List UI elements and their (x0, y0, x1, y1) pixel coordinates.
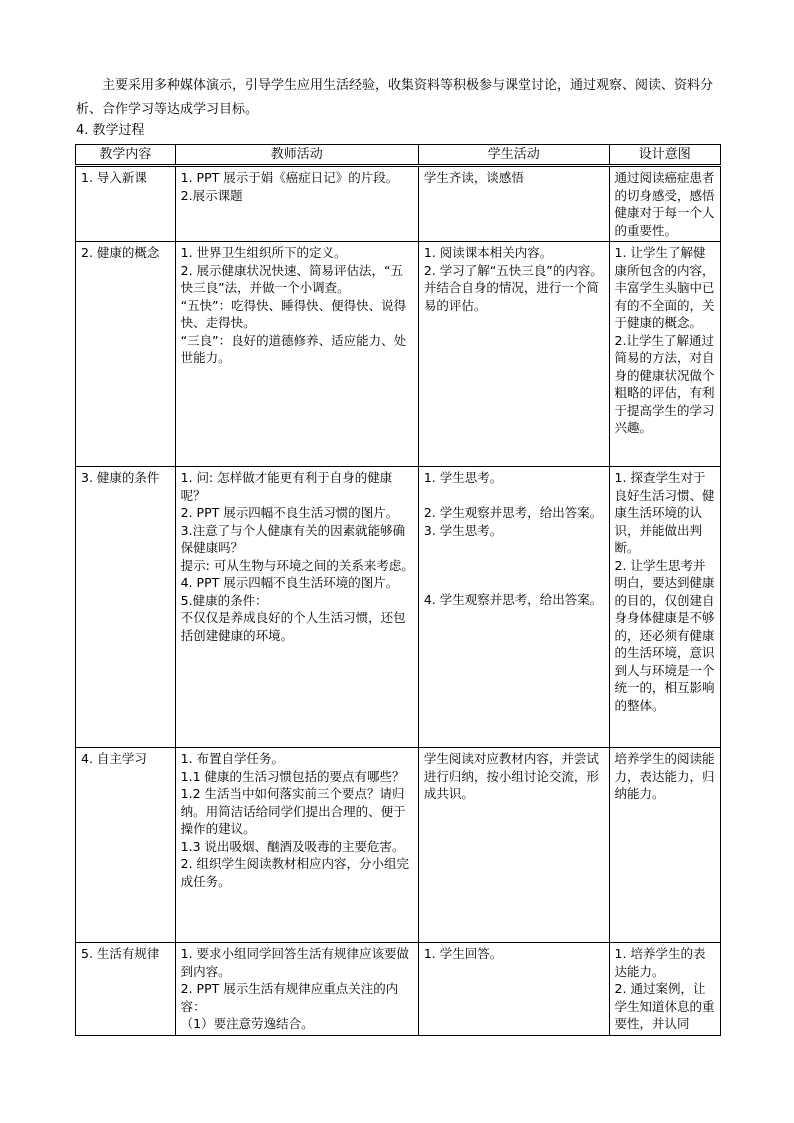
teacher-cell (175, 467, 418, 748)
teacher-cell (175, 748, 418, 943)
purpose-line: 1. 让学生了解健康所包含的内容，丰富学生头脑中已有的不全面的，关于健康的概念。 (614, 245, 715, 330)
header-teacher: 教师活动 (175, 145, 418, 166)
content-cell: 4. 自主学习 (76, 748, 176, 943)
student-cell (418, 242, 609, 467)
student-line: 3. 学生思考。 (423, 522, 503, 538)
purpose-cell (609, 467, 720, 748)
spacer (424, 539, 605, 591)
student-line: 4. 学生观察并思考，给出答案。 (423, 592, 603, 607)
teacher-line: 1. 世界卫生组织所下的定义。 (180, 245, 347, 260)
teacher-cell (175, 166, 418, 242)
purpose-line: 1. 探查学生对于良好生活习惯、健康生活环境的认识，并能做出判断。 (614, 470, 715, 555)
teacher-line: 3.注意了与个人健康有关的因素就能够确保健康吗？ (180, 522, 406, 555)
teacher-line: 2. 展示健康状况快速、简易评估法，“五快三良”法，并做一个小调查。 (180, 262, 404, 295)
purpose-cell (609, 242, 720, 467)
header-purpose: 设计意图 (609, 145, 720, 166)
table-row (76, 467, 721, 748)
teacher-line: 2. PPT 展示生活有规律应重点关注的内容： (180, 981, 399, 1014)
student-cell (418, 748, 609, 943)
teacher-line: 1.2 生活当中如何落实前三个要点？请归纳。用简洁话给同学们提出合理的、便于操作的建议。 (180, 786, 406, 836)
header-student: 学生活动 (418, 145, 609, 166)
teacher-line: 2. PPT 展示四幅不良生活习惯的图片。 (180, 505, 399, 520)
spacer (424, 487, 605, 505)
student-line: 学生齐读，谈感悟 (423, 170, 524, 185)
purpose-line: 通过阅读癌症患者的切身感受，感悟健康对于每一个人的重要性。 (614, 170, 715, 238)
teacher-line: “五快”：吃得快、睡得快、便得快、说得快、走得快。 (180, 297, 407, 330)
student-line: 1. 学生思考。 (423, 470, 503, 485)
student-line: 2. 学习了解“五快三良”的内容。并结合自身的情况，进行一个简易的评估。 (423, 262, 603, 313)
teacher-line: 1. PPT 展示于娟《癌症日记》的片段。 (180, 170, 399, 185)
table-row (76, 943, 721, 1036)
teacher-line: “三良”：良好的道德修养、适应能力、处世能力。 (180, 332, 407, 365)
purpose-line: 2. 让学生思考并明白，要达到健康的目的，仅创建自身身体健康是不够的，还必须有健康的生活环境，意识到人与环境是一个统一的，相互影响的整体。 (614, 557, 715, 713)
teacher-line: 5.健康的条件： (180, 592, 268, 608)
student-line: 学生阅读对应教材内容，并尝试进行归纳，按小组讨论交流，形成共识。 (423, 751, 599, 801)
purpose-cell (609, 166, 720, 242)
header-content: 教学内容 (76, 145, 176, 166)
content-cell: 5. 生活有规律 (76, 943, 176, 1036)
teacher-line: 2. 组织学生阅读教材相应内容，分小组完成任务。 (180, 856, 410, 889)
teacher-line: 1. 问: 怎样做才能更有利于自身的健康呢？ (180, 470, 393, 503)
purpose-line: 2. 通过案例，让学生知道休息的重要性，并认同 (614, 981, 715, 1031)
content-cell: 3. 健康的条件 (76, 467, 176, 748)
student-cell (418, 943, 609, 1036)
student-cell (418, 166, 609, 242)
teacher-line: 1.3 说出吸烟、酗酒及吸毒的主要危害。 (180, 838, 405, 854)
student-line: 1. 学生回答。 (423, 946, 503, 961)
teacher-line: 4. PPT 展示四幅不良生活环境的图片。 (180, 575, 399, 590)
student-cell (418, 467, 609, 748)
student-line: 1. 阅读课本相关内容。 (423, 245, 553, 260)
teacher-line: 不仅仅是养成良好的个人生活习惯，还包括创建健康的环境。 (180, 610, 406, 643)
student-line: 2. 学生观察并思考，给出答案。 (423, 505, 603, 520)
table-row (76, 166, 721, 242)
teacher-line: 提示: 可从生物与环境之间的关系来考虑。 (180, 557, 414, 573)
teacher-cell (175, 943, 418, 1036)
content-cell: 2. 健康的概念 (76, 242, 176, 467)
teacher-line: 1.1 健康的生活习惯包括的要点有哪些？ (180, 768, 405, 784)
teacher-line: 2.展示课题 (180, 187, 243, 203)
teaching-process-table (75, 144, 721, 1036)
table-row (76, 748, 721, 943)
teacher-line: （1）要注意劳逸结合。 (180, 1016, 314, 1031)
purpose-cell (609, 748, 720, 943)
table-row (76, 242, 721, 467)
content-cell: 1. 导入新课 (76, 166, 176, 242)
section-heading: 4. 教学过程 (76, 123, 145, 138)
teacher-line: 1. 布置自学任务。 (180, 751, 285, 766)
purpose-line: 2.让学生了解通过简易的方法，对自身的健康状况做个粗略的评估，有利于提高学生的学习兴趣。 (614, 332, 715, 435)
teacher-line: 1. 要求小组同学回答生活有规律应该要做到内容。 (180, 946, 410, 979)
intro-paragraph: 主要采用多种媒体演示，引导学生应用生活经验，收集资料等积极参与课堂讨论，通过观察、阅读、资料分析、合作学习等达成学习目标。 (76, 78, 714, 117)
purpose-line: 培养学生的阅读能力，表达能力，归纳能力。 (614, 751, 715, 801)
purpose-cell (609, 943, 720, 1036)
table-header-row (76, 145, 721, 166)
teacher-cell (175, 242, 418, 467)
purpose-line: 1. 培养学生的表达能力。 (614, 946, 706, 979)
